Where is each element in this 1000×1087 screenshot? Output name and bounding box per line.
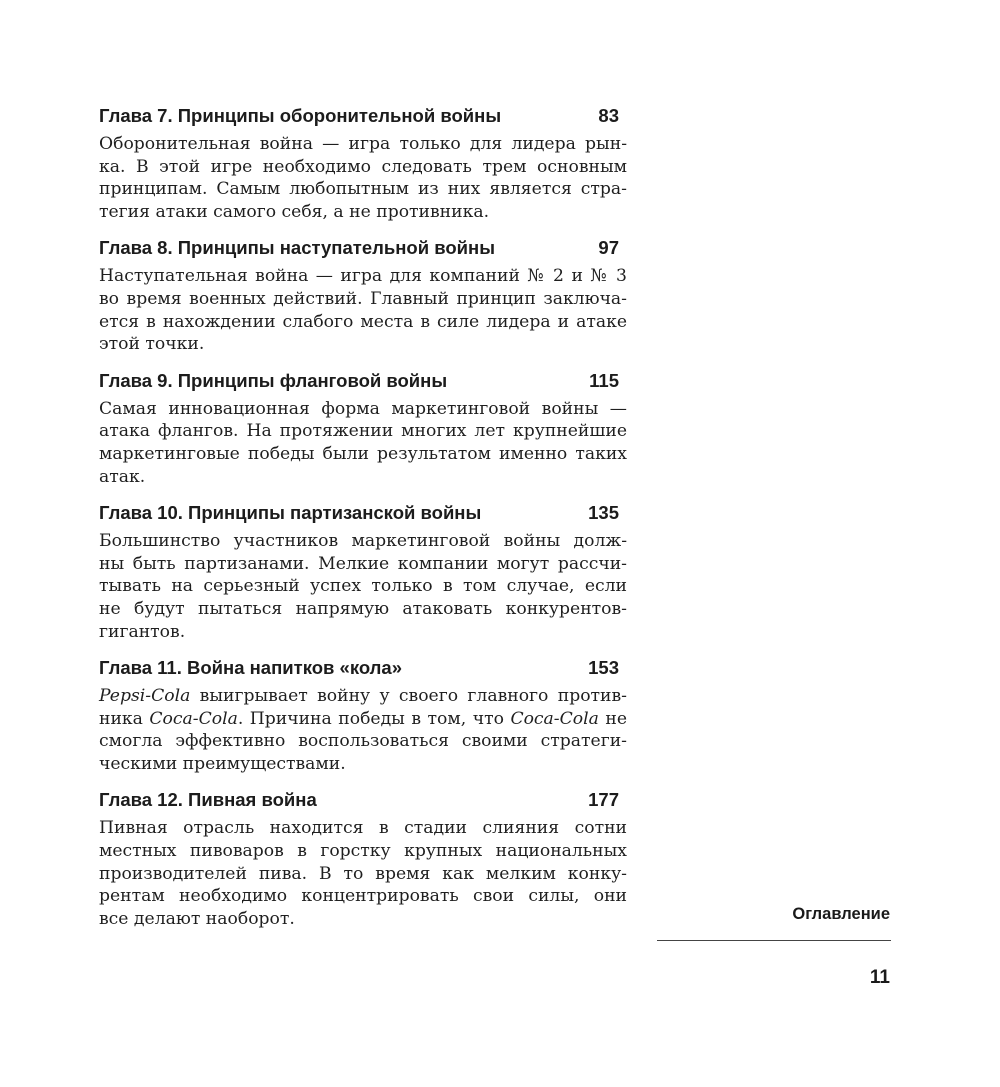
summary-line: маркетинговые победы были результатом именно таких bbox=[99, 443, 627, 464]
chapter-title: Глава 8. Принципы наступательной войны bbox=[99, 237, 495, 259]
toc-entry-chapter-10 bbox=[99, 501, 627, 643]
chapter-summary bbox=[99, 265, 627, 355]
summary-line: ется в нахождении слабого места в силе лидера и атаке bbox=[99, 311, 627, 332]
summary-line: принципам. Самым любопытным из них является стра- bbox=[99, 179, 627, 200]
chapter-summary bbox=[99, 133, 627, 223]
summary-text: . Причина победы в том, что bbox=[237, 708, 511, 729]
summary-line: местных пивоваров в горстку крупных национальных bbox=[99, 841, 627, 862]
summary-line: тывать на серьезный успех только в том случае, если bbox=[99, 576, 627, 597]
chapter-summary bbox=[99, 685, 627, 775]
toc-entry-chapter-7 bbox=[99, 104, 627, 223]
chapter-page: 97 bbox=[598, 237, 619, 259]
chapter-heading bbox=[99, 788, 619, 812]
toc-entry-chapter-12 bbox=[99, 788, 627, 930]
summary-line: не будут пытаться напрямую атаковать конкурентов- bbox=[99, 598, 627, 619]
chapter-heading bbox=[99, 656, 619, 680]
summary-line: смогла эффективно воспользоваться своими стратеги- bbox=[99, 731, 627, 752]
summary-line: ны быть партизанами. Мелкие компании могут рассчи- bbox=[99, 553, 627, 574]
page-number: 11 bbox=[869, 967, 890, 988]
chapter-summary bbox=[99, 398, 627, 488]
toc-entry-chapter-8 bbox=[99, 236, 627, 355]
brand-name: Coca-Cola bbox=[149, 708, 238, 729]
chapter-page: 153 bbox=[588, 657, 619, 679]
summary-line: Наступательная война — игра для компаний № 2 и № 3 bbox=[99, 266, 627, 287]
footer-divider bbox=[657, 940, 891, 941]
summary-line: этой точки. bbox=[99, 334, 205, 355]
chapter-heading bbox=[99, 104, 619, 128]
chapter-page: 135 bbox=[588, 502, 619, 524]
chapter-summary bbox=[99, 817, 627, 930]
summary-line: во время военных действий. Главный принцип заключа- bbox=[99, 288, 627, 309]
chapter-heading bbox=[99, 369, 619, 393]
chapter-page: 177 bbox=[588, 789, 619, 811]
summary-line: атак. bbox=[99, 466, 146, 487]
chapter-heading bbox=[99, 501, 619, 525]
chapter-summary bbox=[99, 530, 627, 643]
summary-text: ника bbox=[99, 708, 150, 729]
summary-line: гигантов. bbox=[99, 621, 186, 642]
summary-line: все делают наоборот. bbox=[99, 908, 295, 929]
summary-line: тегия атаки самого себя, а не противника. bbox=[99, 201, 490, 222]
brand-name: Pepsi-Cola bbox=[99, 686, 191, 707]
chapter-title: Глава 7. Принципы оборонительной войны bbox=[99, 105, 502, 126]
summary-text: выигрывает войну у своего главного против- bbox=[190, 686, 627, 707]
summary-line: Самая инновационная форма маркетинговой войны — bbox=[99, 398, 627, 419]
toc-entry-chapter-9 bbox=[99, 369, 627, 488]
summary-line bbox=[99, 685, 627, 708]
summary-line bbox=[99, 708, 627, 731]
summary-line: Оборонительная война — игра только для лидера рын- bbox=[99, 134, 627, 154]
chapter-title: Глава 12. Пивная война bbox=[99, 789, 317, 811]
table-of-contents bbox=[99, 104, 627, 943]
summary-line: атака флангов. На протяжении многих лет крупнейшие bbox=[99, 421, 627, 442]
chapter-page: 83 bbox=[598, 105, 619, 126]
summary-line: производителей пива. В то время как мелким конку- bbox=[99, 863, 627, 884]
chapter-page: 115 bbox=[589, 369, 619, 391]
chapter-heading bbox=[99, 236, 619, 260]
summary-text: не bbox=[598, 708, 627, 729]
running-footer-section: Оглавление bbox=[792, 905, 890, 923]
summary-line: ческими преимуществами. bbox=[99, 753, 346, 774]
brand-name: Coca-Cola bbox=[510, 708, 599, 729]
summary-line: ка. В этой игре необходимо следовать трем основным bbox=[99, 156, 627, 177]
chapter-title: Глава 9. Принципы фланговой войны bbox=[99, 369, 448, 391]
toc-entry-chapter-11 bbox=[99, 656, 627, 775]
summary-line: Большинство участников маркетинговой войны долж- bbox=[99, 531, 627, 552]
summary-line: рентам необходимо концентрировать свои силы, они bbox=[99, 886, 627, 907]
summary-line: Пивная отрасль находится в стадии слияния сотни bbox=[99, 818, 627, 839]
chapter-title: Глава 11. Война напитков «кола» bbox=[99, 657, 403, 679]
chapter-title: Глава 10. Принципы партизанской войны bbox=[99, 502, 482, 524]
